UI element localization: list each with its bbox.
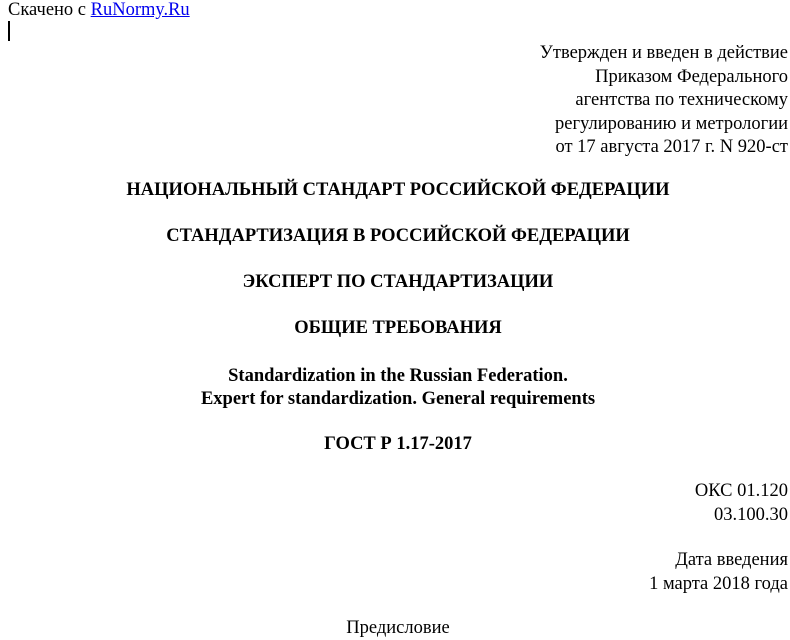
approval-line: Утвержден и введен в действие xyxy=(539,43,788,63)
oks-block xyxy=(695,480,788,527)
approval-line: от 17 августа 2017 г. N 920-ст xyxy=(555,137,788,157)
approval-block xyxy=(540,42,788,160)
requirements-title: ОБЩИЕ ТРЕБОВАНИЯ xyxy=(294,318,502,338)
gost-code: ГОСТ Р 1.17-2017 xyxy=(324,434,472,454)
english-title-line: Expert for standardization. General requirements xyxy=(200,389,596,409)
english-title-line: Standardization in the Russian Federation. xyxy=(228,366,568,386)
english-title xyxy=(0,365,790,411)
introduction-date-block xyxy=(649,549,788,596)
expert-title: ЭКСПЕРТ ПО СТАНДАРТИЗАЦИИ xyxy=(242,272,554,292)
oks-line: ОКС 01.120 xyxy=(694,481,788,501)
text-cursor xyxy=(8,21,10,41)
source-link[interactable]: RuNormy.Ru xyxy=(90,0,190,20)
approval-line: регулированию и метрологии xyxy=(555,113,788,134)
source-line xyxy=(8,0,190,20)
oks-line: 03.100.30 xyxy=(714,504,788,525)
standardization-title: СТАНДАРТИЗАЦИЯ В РОССИЙСКОЙ ФЕДЕРАЦИИ xyxy=(166,226,630,246)
foreword-heading: Предисловие xyxy=(346,618,450,638)
approval-line: агентства по техническому xyxy=(575,90,788,110)
introduction-date: 1 марта 2018 года xyxy=(649,573,788,594)
national-standard-title: НАЦИОНАЛЬНЫЙ СТАНДАРТ РОССИЙСКОЙ ФЕДЕРАЦИИ xyxy=(126,180,670,200)
approval-line: Приказом Федерального xyxy=(595,66,788,87)
source-prefix: Скачено с xyxy=(8,0,87,20)
introduction-label: Дата введения xyxy=(675,550,788,570)
